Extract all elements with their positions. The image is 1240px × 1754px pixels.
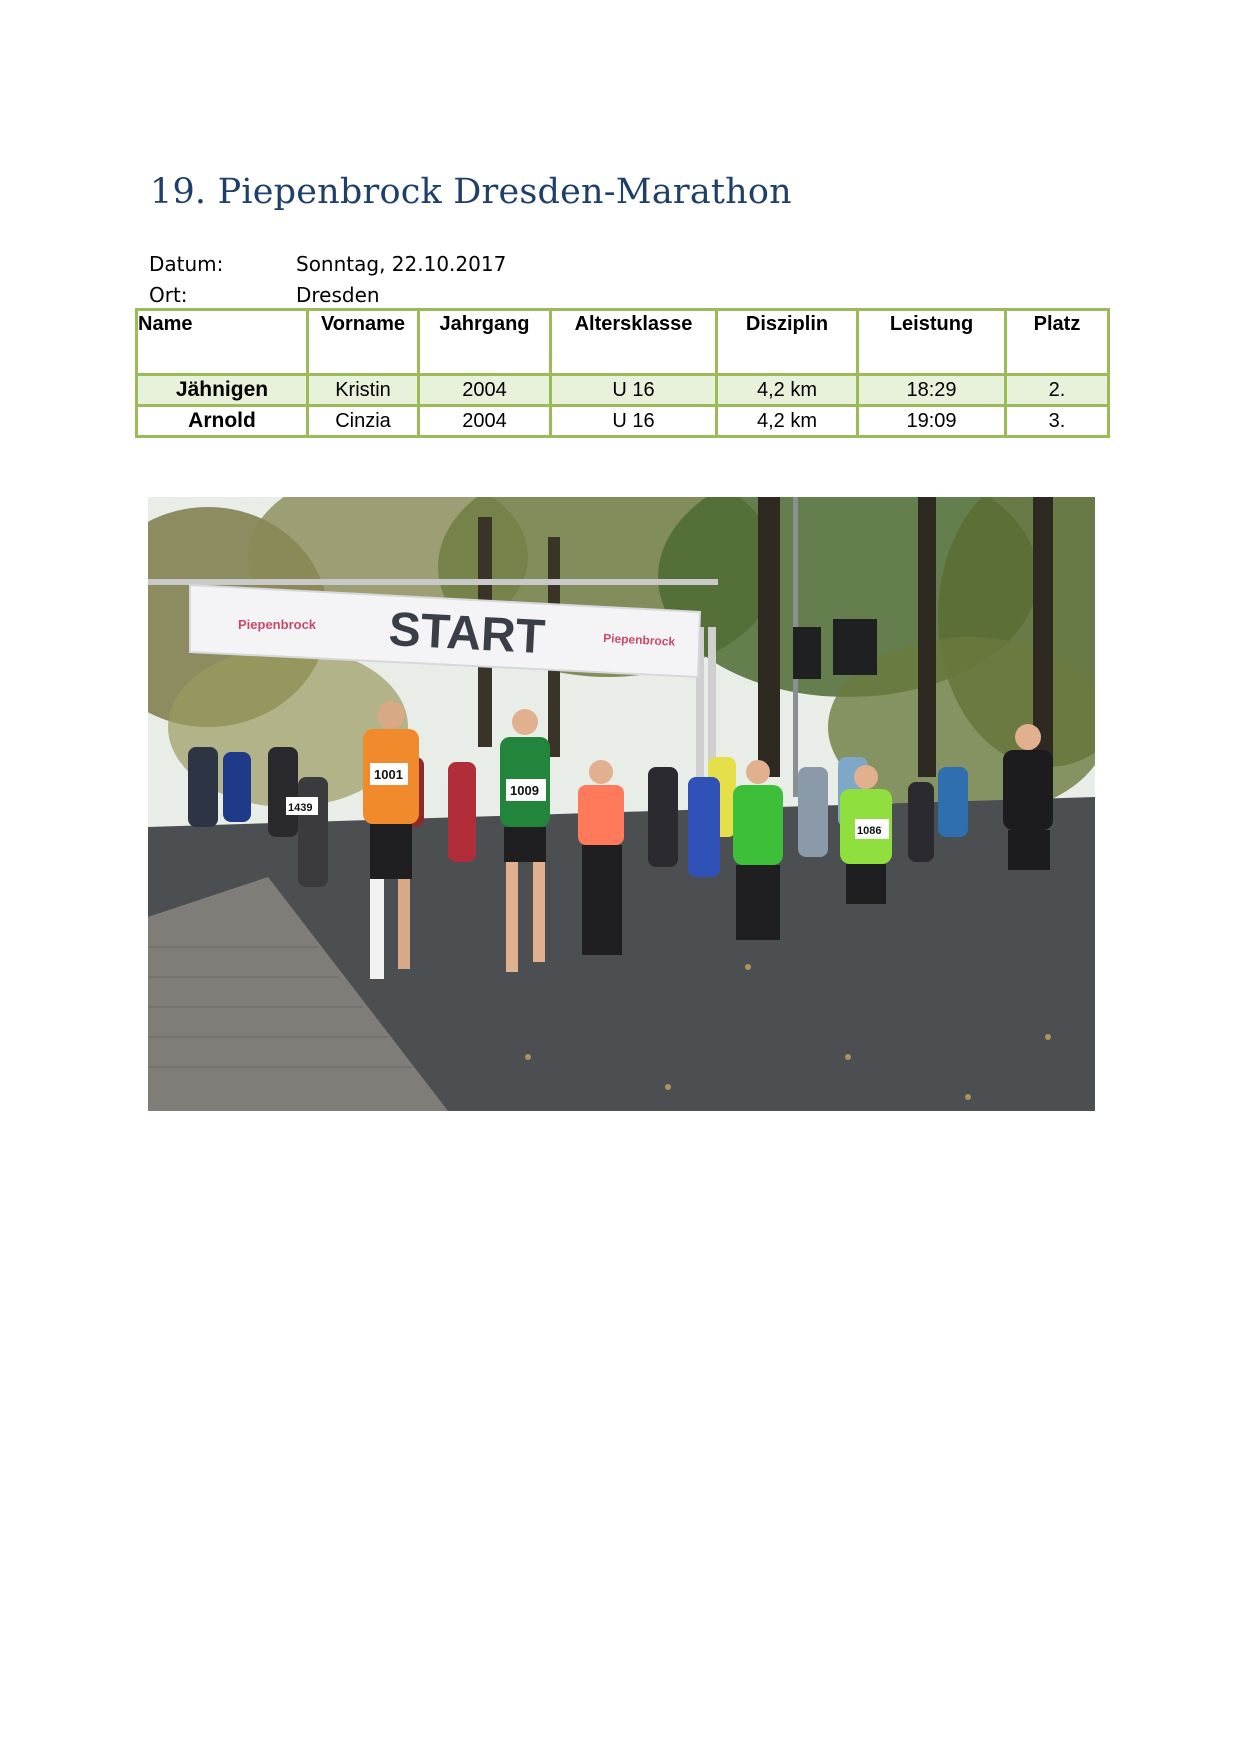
page-title: 19. Piepenbrock Dresden-Marathon bbox=[150, 172, 792, 212]
banner-logo-left: Piepenbrock bbox=[238, 617, 317, 632]
race-start-photo bbox=[148, 497, 1095, 1111]
bib-1009: 1009 bbox=[510, 783, 539, 798]
header-vorname: Vorname bbox=[308, 310, 419, 375]
cell-leistung: 19:09 bbox=[858, 406, 1006, 437]
cell-vorname: Kristin bbox=[308, 375, 419, 406]
table-row bbox=[137, 375, 1109, 406]
cell-disziplin: 4,2 km bbox=[717, 406, 858, 437]
cell-disziplin: 4,2 km bbox=[717, 375, 858, 406]
date-value: Sonntag, 22.10.2017 bbox=[296, 252, 507, 276]
header-name: Name bbox=[137, 310, 308, 375]
bib-1086: 1086 bbox=[857, 825, 882, 837]
cell-leistung: 18:29 bbox=[858, 375, 1006, 406]
bib-1001: 1001 bbox=[374, 767, 403, 782]
header-jahrgang: Jahrgang bbox=[419, 310, 551, 375]
location-label: Ort: bbox=[149, 283, 188, 307]
table-row bbox=[137, 406, 1109, 437]
cell-jahrgang: 2004 bbox=[419, 375, 551, 406]
header-platz: Platz bbox=[1006, 310, 1109, 375]
header-altersklasse: Altersklasse bbox=[551, 310, 717, 375]
location-value: Dresden bbox=[296, 283, 380, 307]
banner-start-text: START bbox=[387, 603, 547, 665]
cell-platz: 3. bbox=[1006, 406, 1109, 437]
cell-altersklasse: U 16 bbox=[551, 406, 717, 437]
table-header-row bbox=[137, 310, 1109, 375]
cell-platz: 2. bbox=[1006, 375, 1109, 406]
bib-1439: 1439 bbox=[288, 802, 313, 814]
header-leistung: Leistung bbox=[858, 310, 1006, 375]
cell-jahrgang: 2004 bbox=[419, 406, 551, 437]
banner-logo-right: Piepenbrock bbox=[602, 631, 676, 649]
date-label: Datum: bbox=[149, 252, 224, 276]
cell-name: Jähnigen bbox=[137, 375, 308, 406]
header-disziplin: Disziplin bbox=[717, 310, 858, 375]
cell-name: Arnold bbox=[137, 406, 308, 437]
cell-altersklasse: U 16 bbox=[551, 375, 717, 406]
cell-vorname: Cinzia bbox=[308, 406, 419, 437]
results-table bbox=[135, 308, 1110, 438]
